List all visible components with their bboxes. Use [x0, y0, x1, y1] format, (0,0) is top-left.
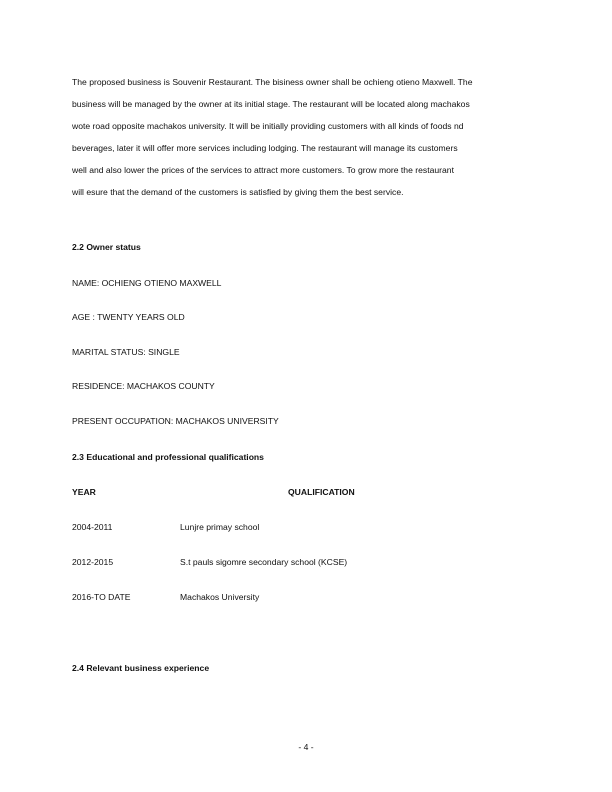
paragraph-line: wote road opposite machakos university. It will be initially providing customers with all kinds of foods nd — [72, 121, 464, 131]
owner-marital-status: MARITAL STATUS: SINGLE — [72, 347, 180, 357]
qualification-name: S.t pauls sigomre secondary school (KCSE) — [180, 557, 348, 567]
qualification-name: Machakos University — [180, 592, 260, 602]
column-header-year: YEAR — [72, 487, 96, 497]
section-heading-owner-status: 2.2 Owner status — [72, 242, 141, 252]
paragraph-line: well and also lower the prices of the services to attract more customers. To grow more the restaurant — [72, 165, 454, 175]
owner-name: NAME: OCHIENG OTIENO MAXWELL — [72, 278, 222, 288]
qualification-year: 2004-2011 — [72, 522, 113, 532]
paragraph-line: will esure that the demand of the customers is satisfied by giving them the best service. — [72, 187, 404, 197]
qualification-year: 2012-2015 — [72, 557, 114, 567]
owner-age: AGE : TWENTY YEARS OLD — [72, 312, 185, 322]
column-header-qualification: QUALIFICATION — [288, 487, 355, 497]
qualification-name: Lunjre primay school — [180, 522, 260, 532]
qualification-year: 2016-TO DATE — [72, 592, 131, 602]
owner-residence: RESIDENCE: MACHAKOS COUNTY — [72, 381, 215, 391]
paragraph-line: beverages, later it will offer more services including lodging. The restaurant will manage its customers — [72, 143, 458, 153]
paragraph-line: The proposed business is Souvenir Restaurant. The bisiness owner shall be ochieng otieno Maxwell. The — [72, 77, 473, 87]
page-number: - 4 - — [298, 742, 314, 752]
section-heading-qualifications: 2.3 Educational and professional qualifications — [72, 452, 264, 462]
owner-occupation: PRESENT OCCUPATION: MACHAKOS UNIVERSITY — [72, 416, 279, 426]
paragraph-line: business will be managed by the owner at its initial stage. The restaurant will be located along machakos — [72, 99, 470, 109]
section-heading-experience: 2.4 Relevant business experience — [72, 663, 210, 673]
